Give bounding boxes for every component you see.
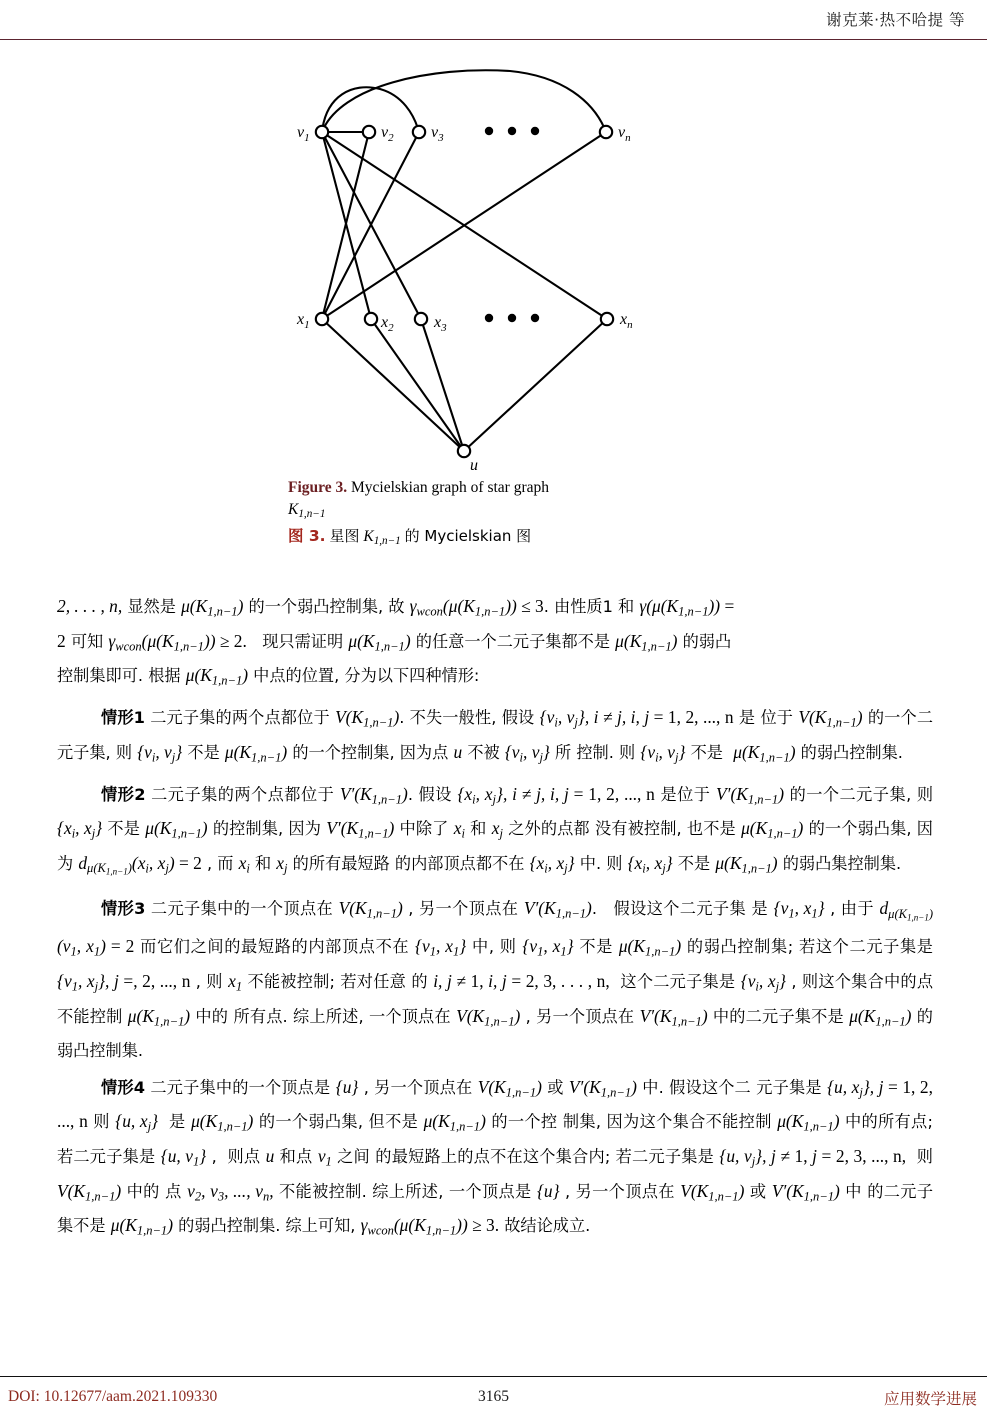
vertex-u	[458, 445, 470, 457]
graph-svg	[278, 52, 698, 472]
vertex-x1	[316, 313, 328, 325]
vertex-label-x2: $x_2$	[381, 314, 394, 334]
edge-v1-vn-curve	[322, 70, 606, 132]
header-authors: 谢克莱·热不哈提 等	[826, 11, 965, 29]
vertex-v1	[316, 126, 328, 138]
paragraph-case-4: 情形4 二元子集中的一个顶点是 {u} , 另一个顶点在 $V(K_{1,n-1})$ 或 $V'(K_{1,n-1})$ 中. 假设这个二 元子集是 {u, $x_j$}, j = 1, 2, ..., n 则 {u, $x_j$} 是 $\mu(K_{1,n-1})$ 的一个弱凸集, 但不是 $\mu(K_{1,n-1})$ 的一个控 制集, 因为这个集合不能控制 $\mu(K_{1,n-1})$ 中的所有点; 若二元子集是 {u, $v_1$} , 则点 u 和点 $v_1$ 之间 的最短路上的点不在这个集合内; 若二元子集是 {u, $v_j$}, j ≠ 1, j = 2, 3, ..., n, 则 $V(K_{1,n-1})$ 中的 点 $v_2$, $v_3$, ..., $v_n$, 不能被控制. 综上所述, 一个顶点是 {u} , 另一个顶点在 $V(K_{1,n-1})$ 或 $V'(K_{1,n-1})$ 中 的二元子集不是 $\mu(K_{1,n-1})$ 的弱凸控制集. 综上可知, $\gamma_{wcon}(\mu(K_{1,n-1})) \ge 3$. 故结论成立.	[57, 1076, 934, 1238]
paragraph-case-2: 情形2 二元子集的两个点都位于 $V'(K_{1,n-1})$. 假设 {$x_i$, $x_j$}, i ≠ j, i, j = 1, 2, ..., n 是位于 $V'(K_{1,n-1})$ 的一个二元子集, 则 {$x_i$, $x_j$} 不是 $\mu(K_{1,n-1})$ 的控制集, 因为 $V'(K_{1,n-1})$ 中除了 $x_i$ 和 $x_j$ 之外的点都 没有被控制, 也不是 $\mu(K_{1,n-1})$ 的一个弱凸集, 因为 $d_{\mu(K_{1,n-1})}(x_i$, $x_j) = 2$ , 而 $x_i$ 和 $x_j$ 的所有最短路 的内部顶点都不在 {$x_i$, $x_j$} 中. 则 {$x_i$, $x_j$} 不是 $\mu(K_{1,n-1})$ 的弱凸集控制集.	[57, 783, 934, 877]
page-footer	[0, 1366, 987, 1414]
figure-3-block	[0, 52, 987, 552]
footer-divider	[0, 1376, 987, 1377]
case-3-label: 情形3	[101, 899, 146, 919]
vertex-label-v3: $v_3$	[431, 124, 444, 144]
figure-caption-cn-text-before: 星图	[329, 527, 360, 546]
ellipsis-dot	[531, 127, 539, 135]
figure-caption-cn-label: 图 3.	[288, 527, 326, 546]
figure-caption-cn-line	[288, 526, 688, 550]
figure-caption-en-line1	[288, 477, 688, 499]
vertex-x3	[415, 313, 427, 325]
ellipsis-dot	[508, 314, 516, 322]
figure-caption	[288, 477, 688, 550]
graph-ellipsis-top	[485, 127, 539, 135]
vertex-label-vn: $v_n$	[618, 124, 631, 144]
figure-caption-en-line2	[288, 499, 688, 523]
vertex-label-x3: $x_3$	[434, 314, 447, 334]
figure-caption-en-label: Figure 3.	[288, 479, 348, 496]
page-header	[0, 0, 987, 46]
edge-x2-u	[371, 319, 464, 451]
figure-caption-cn-math: $K_{1,n-1}$	[363, 528, 401, 548]
vertex-v2	[363, 126, 375, 138]
vertex-xn	[601, 313, 613, 325]
paragraph-case-1: 情形1 二元子集的两个点都位于 $V(K_{1,n-1})$. 不失一般性, 假设 {$v_i$, $v_j$}, i ≠ j, i, j = 1, 2, ..., n 是 位于 $V(K_{1,n-1})$ 的一个二元子集, 则 {$v_i$, $v_j$} 不是 $\mu(K_{1,n-1})$ 的一个控制集, 因为点 u 不被 {$v_i$, $v_j$} 所 控制. 则 {$v_i$, $v_j$} 不是 $\mu(K_{1,n-1})$ 的弱凸控制集.	[57, 707, 934, 765]
figure-caption-en-math: $K_{1,n-1}$	[288, 500, 326, 520]
graph-ellipsis-bottom	[485, 314, 539, 322]
vertex-label-x1: $x_1$	[297, 311, 310, 331]
case-2-label: 情形2	[101, 784, 146, 804]
paragraph-case-3: 情形3 二元子集中的一个顶点在 $V(K_{1,n-1})$ , 另一个顶点在 $V'(K_{1,n-1})$. 假设这个二元子集 是 {$v_1$, $x_1$} , 由于 $d_{\mu(K_{1,n-1})}(v_1$, $x_1) = 2$ 而它们之间的最短路的内部顶点不在 {$v_1$, $x_1$} 中, 则 {$v_1$, $x_1$} 不是 $\mu(K_{1,n-1})$ 的弱凸控制集; 若这个二元子集是 {$v_1$, $x_j$}, j =, 2, ..., n , 则 $x_1$ 不能被控制; 若对任意 的 i, j ≠ 1, i, j = 2, 3, . . . , n, 这个二元子集是 {$v_i$, $x_j$} , 则这个集合中的点不能控制 $\mu(K_{1,n-1})$ 中的 所有点. 综上所述, 一个顶点在 $V(K_{1,n-1})$ , 另一个顶点在 $V'(K_{1,n-1})$ 中的二元子集不是 $\mu(K_{1,n-1})$ 的弱凸控制集.	[57, 898, 934, 1061]
vertex-label-v1: $v_1$	[297, 124, 310, 144]
figure-caption-cn-text-after: 的 Mycielskian 图	[404, 527, 532, 546]
footer-doi[interactable]: DOI: 10.12677/aam.2021.109330	[8, 1388, 218, 1405]
mycielskian-graph-diagram	[278, 52, 698, 472]
vertex-vn	[600, 126, 612, 138]
figure-caption-en-text: Mycielskian graph of star graph	[351, 479, 549, 496]
vertex-label-u: u	[470, 457, 478, 472]
header-divider	[0, 39, 987, 40]
body-text	[57, 592, 933, 1253]
footer-journal-name: 应用数学进展	[883, 1390, 977, 1408]
ellipsis-dot	[531, 314, 539, 322]
case-1-label: 情形1	[101, 708, 145, 728]
ellipsis-dot	[485, 127, 493, 135]
case-4-label: 情形4	[101, 1077, 146, 1097]
footer-page-number: 3165	[478, 1388, 509, 1405]
paragraph-intro: 2, . . . , n, 显然是 $\mu(K_{1,n-1})$ 的一个弱凸控制集, 故 $\gamma_{wcon}(\mu(K_{1,n-1})) \le 3$. 由性质1 和 $\gamma(\mu(K_{1,n-1}))$ = 2 可知 $\gamma_{wcon}(\mu(K_{1,n-1})) \ge 2$. 现只需证明 $\mu(K_{1,n-1})$ 的任意一个二元子集都不是 $\mu(K_{1,n-1})$ 的弱凸 控制集即可. 根据 $\mu(K_{1,n-1})$ 中点的位置, 分为以下四种情形:	[57, 596, 735, 688]
edge-xn-u	[464, 319, 607, 451]
vertex-v3	[413, 126, 425, 138]
vertex-label-v2: $v_2$	[381, 124, 394, 144]
ellipsis-dot	[508, 127, 516, 135]
vertex-x2	[365, 313, 377, 325]
ellipsis-dot	[485, 314, 493, 322]
vertex-label-xn: $x_n$	[620, 311, 633, 331]
graph-vertices	[316, 126, 613, 457]
